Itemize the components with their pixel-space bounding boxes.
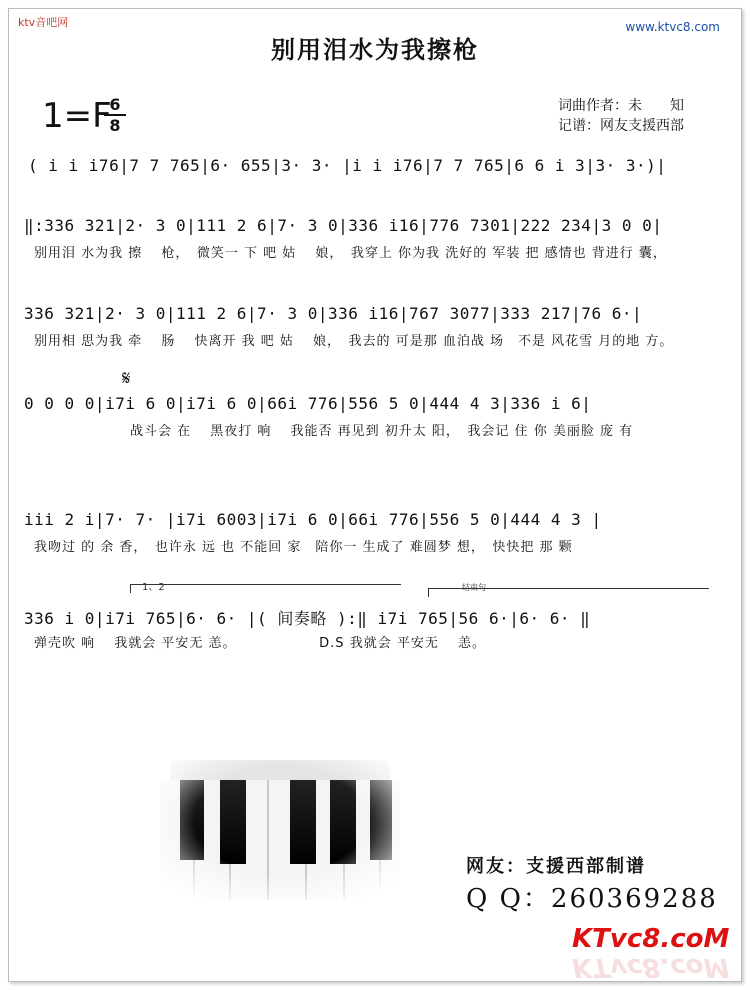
time-signature-bottom: 8 [109, 116, 121, 135]
notes-row-4: iii 2 i|7· 7· |i7i 6003|i7i 6 0|66i 776|556 5 0|444 4 3 | [24, 510, 602, 529]
site-watermark-left: ktv音吧网 [18, 16, 69, 29]
lyrics-row-3: 战斗会 在 黑夜打 响 我能否 再见到 初升太 阳， 我会记 住 你 美丽脸 庞 有 [130, 424, 634, 439]
lyrics-row-2: 别用相 思为我 牵 肠 快离开 我 吧 姑 娘， 我去的 可是那 血泊战 场 不是 风花雪 月的地 方。 [34, 334, 674, 349]
lyrics-row-4: 我吻过 的 余 香， 也许永 远 也 不能回 家 陪你一 生成了 难圆梦 想， 快快把 那 颗 [34, 540, 573, 555]
composer-credit: 词曲作者：未 知 [558, 98, 684, 114]
piano-keys-image [150, 740, 410, 900]
credits [558, 96, 684, 136]
lyrics-row-5: 弹壳吹 响 我就会 平安无 恙。 D.S 我就会 平安无 恙。 [34, 636, 486, 651]
segno-sign: 𝄋 [122, 366, 131, 390]
volta-label: 1、2 [142, 582, 165, 593]
transcriber-credit: 记谱：网友支援西部 [558, 118, 684, 134]
notes-row-2: 336 321|2· 3 0|111 2 6|7· 3 0|336 i16|767 3077|333 217|76 6·| [24, 304, 643, 323]
notes-row-3: 0 0 0 0|i7i 6 0|i7i 6 0|66i 776|556 5 0|444 4 3|336 i 6| [24, 394, 592, 413]
song-title: 别用泪水为我擦枪 [271, 36, 479, 64]
ktvc8-logo-reflection: KTvc8.coM [572, 952, 730, 982]
notes-row-5: 336 i 0|i7i 765|6· 6· |( 间奏略 ):‖ i7i 765|56 6·|6· 6· ‖ [24, 609, 591, 628]
ending-label: 结束句 [462, 583, 486, 592]
key-signature: 1=F [42, 96, 112, 136]
ktvc8-logo: KTvc8.coM [572, 924, 730, 954]
time-signature [104, 96, 126, 134]
time-signature-top: 6 [109, 95, 121, 114]
intro-notes: ( i i i76|7 7 765|6· 655|3· 3· |i i i76|7 7 765|6 6 i 3|3· 3·)| [28, 156, 667, 175]
notes-row-1: ‖:336 321|2· 3 0|111 2 6|7· 3 0|336 i16|776 7301|222 234|3 0 0| [24, 216, 663, 235]
lyrics-row-1: 别用泪 水为我 擦 枪， 微笑一 下 吧 姑 娘， 我穿上 你为我 洗好的 军装 把 感情也 背进行 囊， [34, 246, 667, 261]
maker-credit: 网友：支援西部制谱 [466, 856, 646, 877]
qq-number: Q Q：260369288 [466, 884, 718, 914]
volta-bracket [130, 584, 401, 593]
site-watermark-right[interactable]: www.ktvc8.com [625, 20, 720, 34]
